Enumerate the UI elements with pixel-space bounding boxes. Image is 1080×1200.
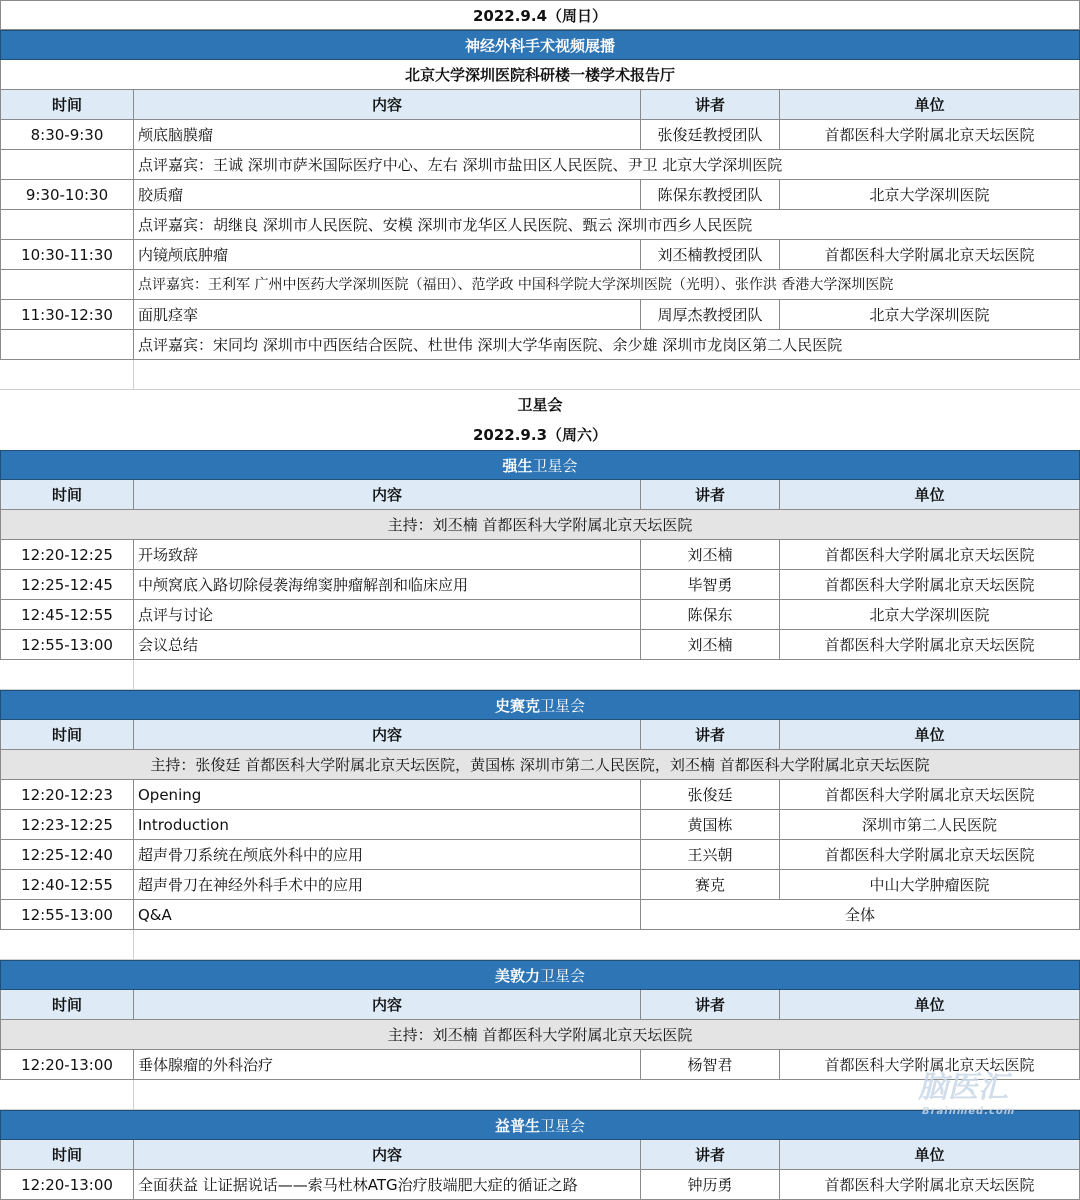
table-row bbox=[0, 1170, 1080, 1200]
sponsor-name: 益普生 bbox=[494, 1117, 540, 1135]
sponsor-name: 史赛克 bbox=[494, 697, 540, 715]
talk-speaker-all: 全体 bbox=[641, 900, 1080, 930]
session-content: 颅底脑膜瘤 bbox=[134, 120, 641, 150]
table-row bbox=[0, 840, 1080, 870]
talk-content: 全面获益 让证据说话——索马杜林ATG治疗肢端肥大症的循证之路 bbox=[134, 1170, 641, 1200]
session-unit: 首都医科大学附属北京天坛医院 bbox=[780, 240, 1080, 270]
talk-unit: 首都医科大学附属北京天坛医院 bbox=[780, 780, 1080, 810]
talk-content: Opening bbox=[134, 780, 641, 810]
talk-unit: 首都医科大学附属北京天坛医院 bbox=[780, 570, 1080, 600]
header-content: 内容 bbox=[134, 990, 641, 1020]
talk-speaker: 王兴朝 bbox=[641, 840, 780, 870]
table-row bbox=[0, 180, 1080, 210]
table-row bbox=[0, 300, 1080, 330]
session-unit: 北京大学深圳医院 bbox=[780, 180, 1080, 210]
talk-unit: 首都医科大学附属北京天坛医院 bbox=[780, 840, 1080, 870]
band-suffix: 卫星会 bbox=[532, 457, 578, 475]
session-content: 内镜颅底肿瘤 bbox=[134, 240, 641, 270]
header-time: 时间 bbox=[0, 90, 134, 120]
day1-header-row bbox=[0, 90, 1080, 120]
header-speaker: 讲者 bbox=[641, 90, 780, 120]
talk-unit: 深圳市第二人民医院 bbox=[780, 810, 1080, 840]
watermark-main: 脑医汇 bbox=[918, 1070, 1008, 1105]
header-content: 内容 bbox=[134, 1140, 641, 1170]
table-row bbox=[0, 540, 1080, 570]
header-unit: 单位 bbox=[780, 720, 1080, 750]
blank-cell bbox=[0, 330, 134, 360]
spacer-row bbox=[0, 930, 1080, 960]
talk-content: 会议总结 bbox=[134, 630, 641, 660]
table-row bbox=[0, 570, 1080, 600]
talk-content: 超声骨刀系统在颅底外科中的应用 bbox=[134, 840, 641, 870]
comment-row bbox=[0, 270, 1080, 300]
blank-cell bbox=[0, 930, 134, 960]
session-unit: 首都医科大学附属北京天坛医院 bbox=[780, 120, 1080, 150]
table-row bbox=[0, 600, 1080, 630]
meeting-band bbox=[0, 690, 1080, 720]
talk-content: Introduction bbox=[134, 810, 641, 840]
session-content: 胶质瘤 bbox=[134, 180, 641, 210]
blank-cell bbox=[0, 360, 134, 390]
talk-time: 12:40-12:55 bbox=[0, 870, 134, 900]
talk-time: 12:20-12:23 bbox=[0, 780, 134, 810]
header-speaker: 讲者 bbox=[641, 720, 780, 750]
meeting-header-row bbox=[0, 990, 1080, 1020]
header-content: 内容 bbox=[134, 480, 641, 510]
meeting-header-row bbox=[0, 1140, 1080, 1170]
header-content: 内容 bbox=[134, 720, 641, 750]
session-comment: 点评嘉宾：宋同均 深圳市中西医结合医院、杜世伟 深圳大学华南医院、余少雄 深圳市龙岗区第二人民医院 bbox=[134, 330, 1080, 360]
session-comment: 点评嘉宾：王利军 广州中医药大学深圳医院（福田）、范学政 中国科学院大学深圳医院（光明）、张作洪 香港大学深圳医院 bbox=[134, 270, 1080, 300]
talk-time: 12:25-12:40 bbox=[0, 840, 134, 870]
session-unit: 北京大学深圳医院 bbox=[780, 300, 1080, 330]
session-speaker: 刘丕楠教授团队 bbox=[641, 240, 780, 270]
table-row bbox=[0, 780, 1080, 810]
header-unit: 单位 bbox=[780, 90, 1080, 120]
talk-speaker: 张俊廷 bbox=[641, 780, 780, 810]
talk-unit: 北京大学深圳医院 bbox=[780, 600, 1080, 630]
talk-time: 12:55-13:00 bbox=[0, 900, 134, 930]
talk-content: 垂体腺瘤的外科治疗 bbox=[134, 1050, 641, 1080]
session-speaker: 陈保东教授团队 bbox=[641, 180, 780, 210]
header-speaker: 讲者 bbox=[641, 990, 780, 1020]
day1-venue: 北京大学深圳医院科研楼一楼学术报告厅 bbox=[0, 60, 1080, 90]
talk-unit: 首都医科大学附属北京天坛医院 bbox=[780, 1050, 1080, 1080]
header-unit: 单位 bbox=[780, 990, 1080, 1020]
session-time: 8:30-9:30 bbox=[0, 120, 134, 150]
talk-time: 12:25-12:45 bbox=[0, 570, 134, 600]
header-speaker: 讲者 bbox=[641, 480, 780, 510]
session-speaker: 周厚杰教授团队 bbox=[641, 300, 780, 330]
header-speaker: 讲者 bbox=[641, 1140, 780, 1170]
watermark-sub: Brainmed.com bbox=[922, 1106, 1016, 1117]
header-unit: 单位 bbox=[780, 1140, 1080, 1170]
talk-unit: 首都医科大学附属北京天坛医院 bbox=[780, 540, 1080, 570]
sponsor-name: 美敦力 bbox=[494, 967, 540, 985]
blank-cell bbox=[0, 660, 134, 690]
session-time: 11:30-12:30 bbox=[0, 300, 134, 330]
band-suffix: 卫星会 bbox=[540, 967, 586, 985]
session-time: 9:30-10:30 bbox=[0, 180, 134, 210]
talk-speaker: 毕智勇 bbox=[641, 570, 780, 600]
talk-speaker: 钟历勇 bbox=[641, 1170, 780, 1200]
host-row: 主持：张俊廷 首都医科大学附属北京天坛医院，黄国栋 深圳市第二人民医院，刘丕楠 首都医科大学附属北京天坛医院 bbox=[0, 750, 1080, 780]
band-suffix: 卫星会 bbox=[540, 1117, 586, 1135]
satellite-title: 卫星会 bbox=[517, 396, 563, 414]
talk-speaker: 赛克 bbox=[641, 870, 780, 900]
session-comment: 点评嘉宾：王诚 深圳市萨米国际医疗中心、左右 深圳市盐田区人民医院、尹卫 北京大学深圳医院 bbox=[134, 150, 1080, 180]
table-row bbox=[0, 120, 1080, 150]
day1-band: 神经外科手术视频展播 bbox=[0, 30, 1080, 60]
talk-content: Q&A bbox=[134, 900, 641, 930]
talk-unit: 中山大学肿瘤医院 bbox=[780, 870, 1080, 900]
qa-row bbox=[0, 900, 1080, 930]
meeting-header-row bbox=[0, 720, 1080, 750]
header-content: 内容 bbox=[134, 90, 641, 120]
talk-time: 12:23-12:25 bbox=[0, 810, 134, 840]
header-time: 时间 bbox=[0, 990, 134, 1020]
host-row: 主持：刘丕楠 首都医科大学附属北京天坛医院 bbox=[0, 510, 1080, 540]
talk-speaker: 黄国栋 bbox=[641, 810, 780, 840]
day1-date: 2022.9.4（周日） bbox=[0, 0, 1080, 30]
comment-row bbox=[0, 210, 1080, 240]
talk-unit: 首都医科大学附属北京天坛医院 bbox=[780, 1170, 1080, 1200]
session-speaker: 张俊廷教授团队 bbox=[641, 120, 780, 150]
header-time: 时间 bbox=[0, 480, 134, 510]
blank-cell bbox=[0, 150, 134, 180]
talk-content: 中颅窝底入路切除侵袭海绵窦肿瘤解剖和临床应用 bbox=[134, 570, 641, 600]
talk-speaker: 陈保东 bbox=[641, 600, 780, 630]
blank-cell bbox=[0, 270, 134, 300]
sponsor-name: 强生 bbox=[502, 457, 533, 475]
talk-time: 12:20-13:00 bbox=[0, 1170, 134, 1200]
meeting-header-row bbox=[0, 480, 1080, 510]
header-time: 时间 bbox=[0, 720, 134, 750]
table-row bbox=[0, 870, 1080, 900]
spacer-row bbox=[0, 660, 1080, 690]
talk-content: 开场致辞 bbox=[134, 540, 641, 570]
host-row: 主持：刘丕楠 首都医科大学附属北京天坛医院 bbox=[0, 1020, 1080, 1050]
session-time: 10:30-11:30 bbox=[0, 240, 134, 270]
talk-speaker: 杨智君 bbox=[641, 1050, 780, 1080]
band-suffix: 卫星会 bbox=[540, 697, 586, 715]
talk-speaker: 刘丕楠 bbox=[641, 540, 780, 570]
talk-time: 12:20-12:25 bbox=[0, 540, 134, 570]
spacer-row bbox=[0, 360, 1080, 390]
meeting-band bbox=[0, 960, 1080, 990]
talk-content: 超声骨刀在神经外科手术中的应用 bbox=[134, 870, 641, 900]
watermark-logo bbox=[918, 1062, 1058, 1124]
talk-speaker: 刘丕楠 bbox=[641, 630, 780, 660]
comment-row bbox=[0, 330, 1080, 360]
table-row bbox=[0, 240, 1080, 270]
talk-unit: 首都医科大学附属北京天坛医院 bbox=[780, 630, 1080, 660]
talk-time: 12:20-13:00 bbox=[0, 1050, 134, 1080]
comment-row bbox=[0, 150, 1080, 180]
talk-time: 12:55-13:00 bbox=[0, 630, 134, 660]
header-unit: 单位 bbox=[780, 480, 1080, 510]
session-comment: 点评嘉宾：胡继良 深圳市人民医院、安模 深圳市龙华区人民医院、甄云 深圳市西乡人民医院 bbox=[134, 210, 1080, 240]
satellite-date: 2022.9.3（周六） bbox=[472, 426, 608, 444]
meeting-band bbox=[0, 450, 1080, 480]
header-time: 时间 bbox=[0, 1140, 134, 1170]
blank-cell bbox=[0, 210, 134, 240]
table-row bbox=[0, 810, 1080, 840]
talk-time: 12:45-12:55 bbox=[0, 600, 134, 630]
talk-content: 点评与讨论 bbox=[134, 600, 641, 630]
blank-cell bbox=[0, 1080, 134, 1110]
session-content: 面肌痉挛 bbox=[134, 300, 641, 330]
table-row bbox=[0, 630, 1080, 660]
